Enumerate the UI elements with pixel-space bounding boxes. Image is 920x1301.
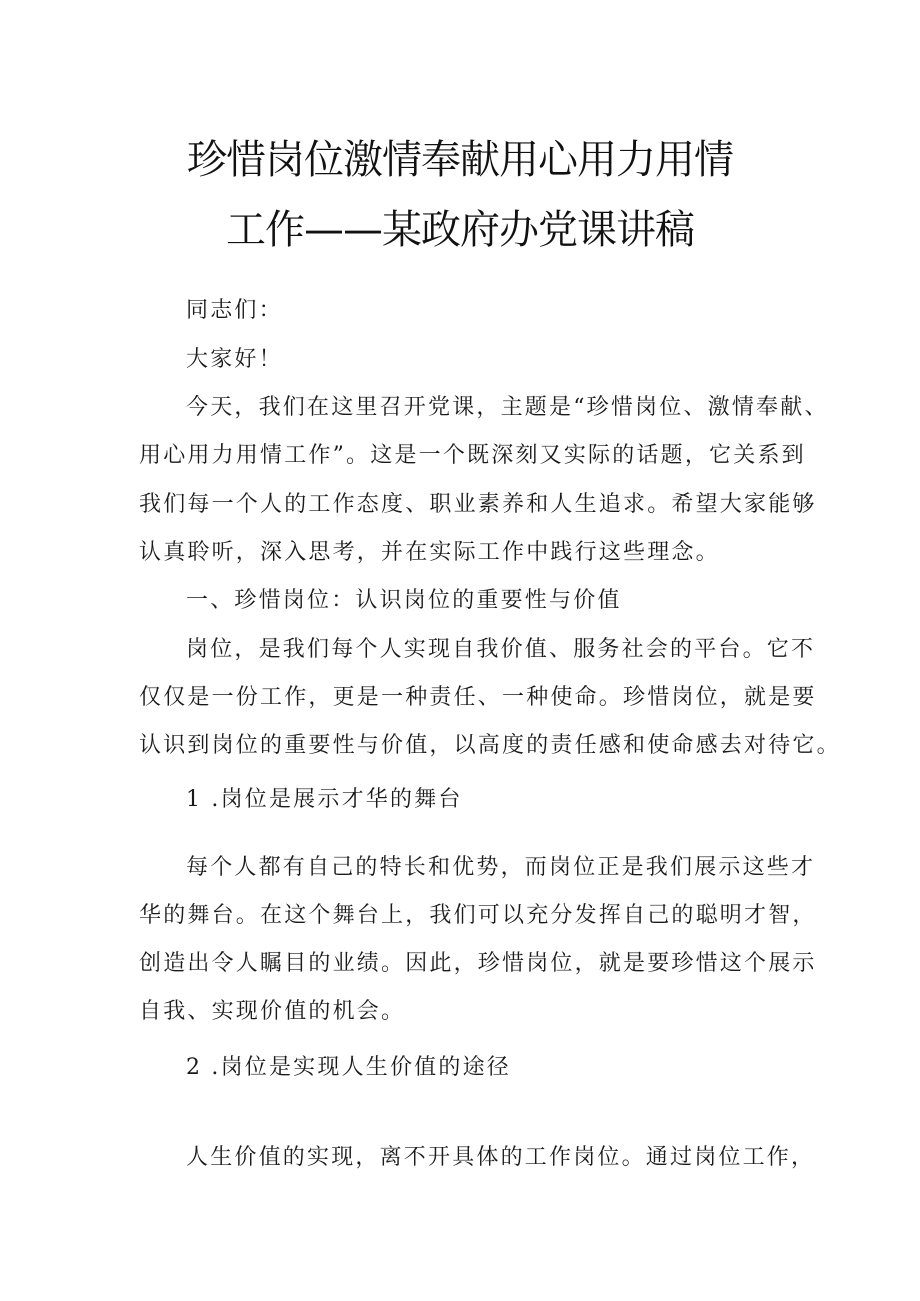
- subsection-heading: 2 .岗位是实现人生价值的途径: [186, 1055, 511, 1080]
- greeting: 大家好！: [186, 347, 283, 372]
- paragraph-line: 我们每一个人的工作态度、职业素养和人生追求。希望大家能够: [139, 492, 817, 517]
- paragraph-line: 每个人都有自己的特长和优势，而岗位正是我们展示这些才: [186, 855, 816, 880]
- paragraph-line: 认识到岗位的重要性与价值，以高度的责任感和使命感去对待它。: [139, 733, 841, 758]
- paragraph-line: 仅仅是一份工作，更是一种责任、一种使命。珍惜岗位，就是要: [139, 685, 817, 710]
- subsection-heading: 1 .岗位是展示才华的舞台: [186, 787, 463, 812]
- paragraph-line: 岗位，是我们每个人实现自我价值、服务社会的平台。它不: [186, 637, 816, 662]
- document-title-line-2: 工作——某政府办党课讲稿: [226, 207, 694, 253]
- paragraph-line: 创造出令人瞩目的业绩。因此，珍惜岗位，就是要珍惜这个展示: [139, 951, 817, 976]
- paragraph-line: 认真聆听，深入思考，并在实际工作中践行这些理念。: [139, 540, 720, 565]
- paragraph-line: 今天，我们在这里召开党课，主题是“珍惜岗位、激情奉献、: [186, 395, 829, 420]
- paragraph-line: 华的舞台。在这个舞台上，我们可以充分发挥自己的聪明才智，: [139, 903, 817, 928]
- document-title-line-1: 珍惜岗位激情奉献用心用力用情: [187, 137, 733, 183]
- paragraph-line: 用心用力用情工作”。这是一个既深刻又实际的话题，它关系到: [139, 443, 806, 468]
- paragraph-line: 自我、实现价值的机会。: [139, 999, 406, 1024]
- salutation: 同志们：: [186, 298, 283, 323]
- section-heading: 一、珍惜岗位：认识岗位的重要性与价值: [186, 588, 622, 613]
- paragraph-line: 人生价值的实现，离不开具体的工作岗位。通过岗位工作，: [186, 1145, 816, 1170]
